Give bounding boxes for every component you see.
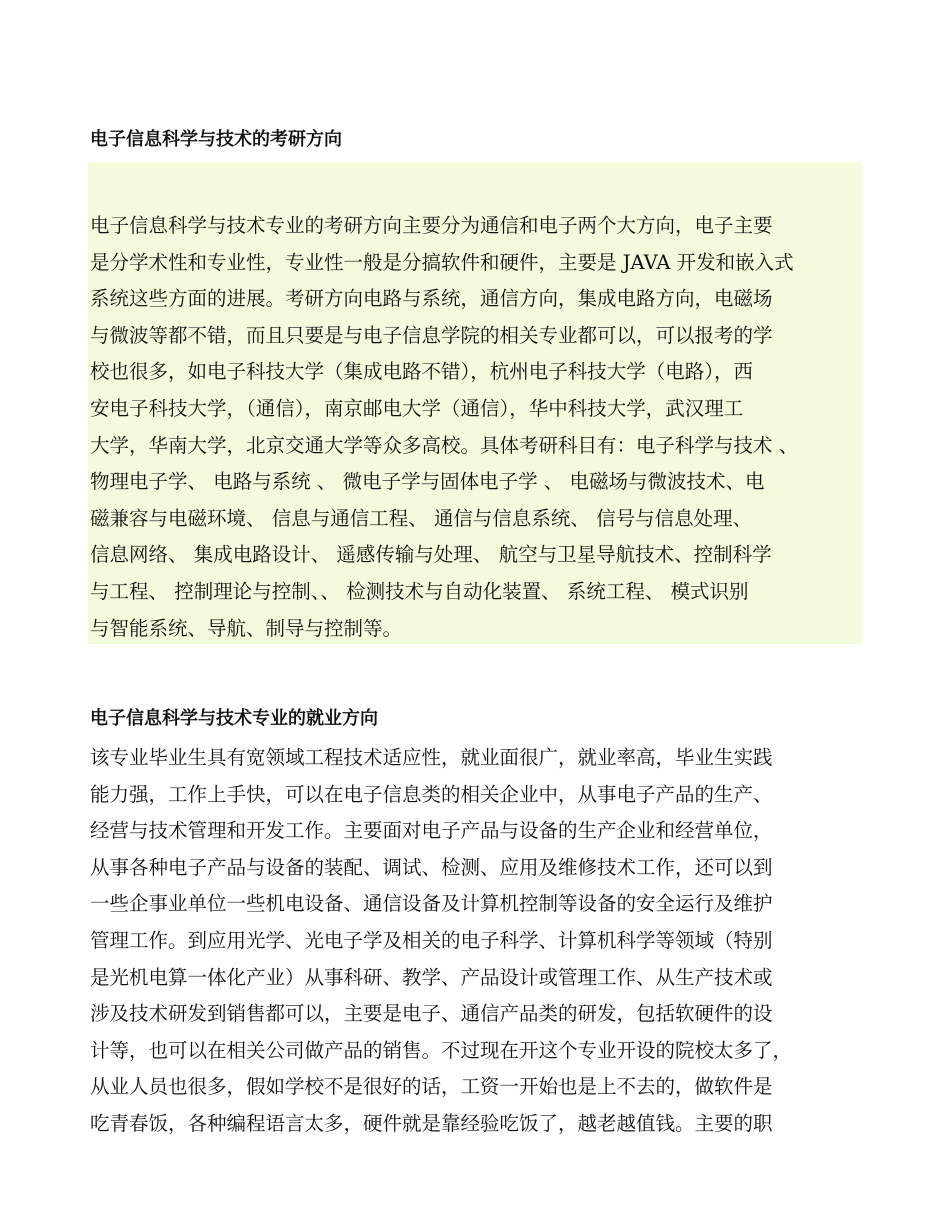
text-line: 与智能系统、导航、制导与控制等。 xyxy=(90,616,403,640)
text-line: 管理工作。到应用光学、光电子学及相关的电子科学、计算机科学等领域（特别 xyxy=(90,928,773,952)
text-line: 信息网络、 集成电路设计、 遥感传输与处理、 航空与卫星导航技术、控制科学 xyxy=(90,543,772,567)
section-heading-postgraduate: 电子信息科学与技术的考研方向 xyxy=(90,129,342,150)
text-line: 从事各种电子产品与设备的装配、调试、检测、应用及维修技术工作，还可以到 xyxy=(90,855,773,879)
text-line: 校也很多，如电子科技大学（集成电路不错），杭州电子科技大学（电路），西 xyxy=(90,360,754,384)
text-line: 是分学术性和专业性，专业性一般是分搞软件和硬件，主要是 JAVA 开发和嵌入式 xyxy=(90,250,794,274)
paragraph-employment xyxy=(90,740,880,1143)
text-line: 计等，也可以在相关公司做产品的销售。不过现在开这个专业开设的院校太多了， xyxy=(90,1038,793,1062)
text-line: 安电子科技大学，（通信），南京邮电大学（通信），华中科技大学，武汉理工 xyxy=(90,396,744,420)
text-line: 是光机电算一体化产业）从事科研、教学、产品设计或管理工作、从生产技术或 xyxy=(90,965,773,989)
text-line: 与工程、 控制理论与控制、、 检测技术与自动化装置、 系统工程、 模式识别 xyxy=(90,579,749,603)
text-line: 系统这些方面的进展。考研方向电路与系统，通信方向，集成电路方向，电磁场 xyxy=(90,287,773,311)
text-line: 与微波等都不错，而且只要是与电子信息学院的相关专业都可以，可以报考的学 xyxy=(90,323,773,347)
text-line: 从业人员也很多，假如学校不是很好的话，工资一开始也是上不去的，做软件是 xyxy=(90,1075,773,1099)
text-line: 涉及技术研发到销售都可以，主要是电子、通信产品类的研发，包括软硬件的设 xyxy=(90,1002,773,1026)
paragraph-postgraduate xyxy=(90,208,880,647)
text-line: 一些企事业单位一些机电设备、通信设备及计算机控制等设备的安全运行及维护 xyxy=(90,892,773,916)
text-line: 吃青春饭，各种编程语言太多，硬件就是靠经验吃饭了，越老越值钱。主要的职 xyxy=(90,1111,773,1135)
section-heading-employment: 电子信息科学与技术专业的就业方向 xyxy=(90,708,378,729)
text-line: 物理电子学、 电路与系统 、 微电子学与固体电子学 、 电磁场与微波技术、电 xyxy=(90,470,765,494)
text-line: 电子信息科学与技术专业的考研方向主要分为通信和电子两个大方向，电子主要 xyxy=(90,214,773,237)
text-line: 大学，华南大学，北京交通大学等众多高校。具体考研科目有：电子科学与技术 、 xyxy=(90,433,799,457)
text-line: 经营与技术管理和开发工作。主要面对电子产品与设备的生产企业和经营单位， xyxy=(90,819,773,843)
text-line: 能力强，工作上手快，可以在电子信息类的相关企业中，从事电子产品的生产、 xyxy=(90,782,773,806)
text-line: 磁兼容与电磁环境、 信息与通信工程、 通信与信息系统、 信号与信息处理、 xyxy=(90,506,753,530)
text-line: 该专业毕业生具有宽领域工程技术适应性，就业面很广，就业率高，毕业生实践 xyxy=(90,746,773,769)
